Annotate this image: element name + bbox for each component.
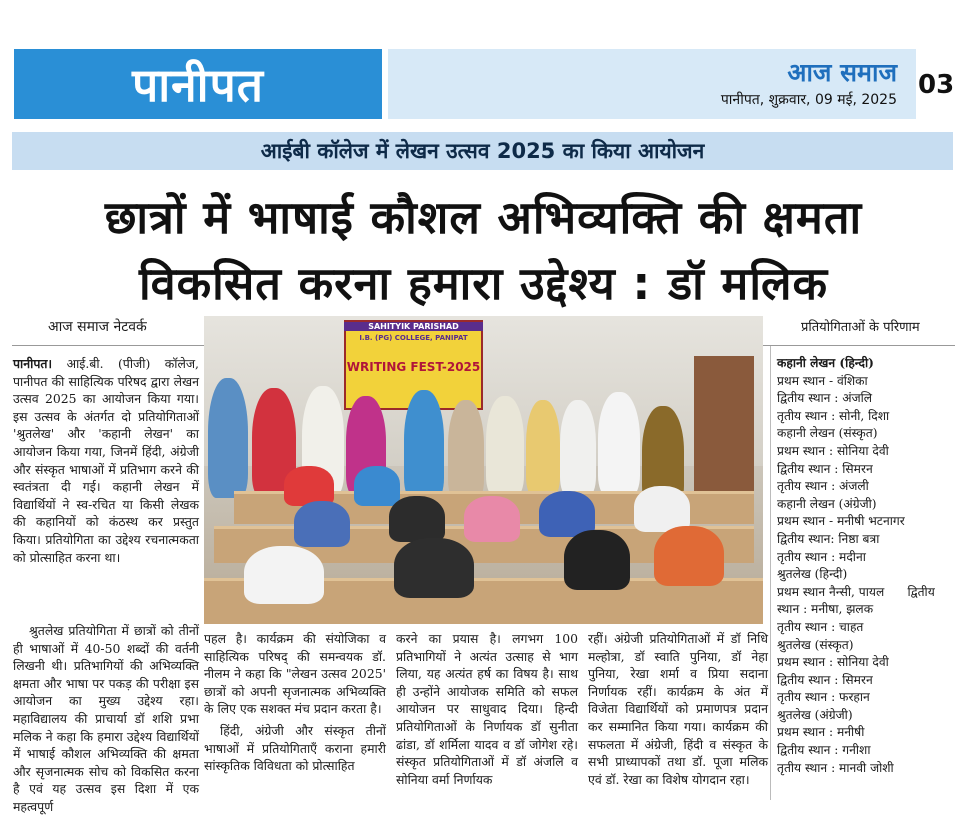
person xyxy=(448,400,484,500)
result-line: तृतीय स्थान : फरहान xyxy=(777,690,870,705)
result-line: प्रथम स्थान - वंशिका xyxy=(777,373,868,388)
result-line: कहानी लेखन (हिन्दी) xyxy=(777,356,874,370)
result-line: स्थान : मनीषा, झलक xyxy=(777,602,874,617)
result-line: श्रुतलेख (अंग्रेजी) xyxy=(777,707,853,722)
result-line: द्वितीय स्थान: निष्ठा बत्रा xyxy=(777,531,880,546)
person xyxy=(634,486,690,532)
result-line: श्रुतलेख (हिन्दी) xyxy=(777,567,848,582)
result-line: कहानी लेखन (संस्कृत) xyxy=(777,426,878,441)
result-line: प्रथम स्थान नैन्सी, पायल द्वितीय xyxy=(777,584,935,599)
issue-date: पानीपत, शुक्रवार, 09 मई, 2025 xyxy=(720,92,897,108)
result-line: प्रथम स्थान : सोनिया देवी xyxy=(777,443,889,458)
event-photo xyxy=(204,316,763,624)
photo-door xyxy=(694,356,754,506)
page-number: 03 xyxy=(918,70,955,100)
result-line: द्वितीय स्थान : अंजलि xyxy=(777,391,873,406)
result-line: तृतीय स्थान : अंजली xyxy=(777,479,869,494)
article-column-2 xyxy=(204,630,386,775)
city-name: पानीपत xyxy=(132,58,264,112)
article-column-1b xyxy=(13,622,199,816)
headline-line-2: विकसित करना हमारा उद्देश्य : डॉ मलिक xyxy=(138,257,829,310)
result-line: तृतीय स्थान : चाहत xyxy=(777,619,864,634)
headline-line-1: छात्रों में भाषाई कौशल अभिव्यक्ति की क्षमता xyxy=(104,191,863,244)
person xyxy=(394,538,474,598)
paragraph: करने का प्रयास है। लगभग 100 प्रतिभागियों ने अत्यंत उत्साह से भाग लिया, यह अत्यंत हर्ष का विषय है। साथ ही उन्होंने आयोजक समिति को सफल आयोजन पर साधुवाद दिया। हिन्दी प्रतियोगिताओं के निर्णायक डॉ सुनीता ढांडा, डॉ शर्मिला यादव व डॉ जोगेश रहे। संस्कृत प्रतियोगिताओं में डॉ अंजलि व सोनिया वर्मा निर्णायक xyxy=(396,631,578,787)
result-line: तृतीय स्थान : मानवी जोशी xyxy=(777,760,894,775)
person xyxy=(654,526,724,586)
result-line: तृतीय स्थान : मदीना xyxy=(777,549,866,564)
result-line: द्वितीय स्थान : सिमरन xyxy=(777,461,873,476)
person xyxy=(389,496,445,542)
paragraph: श्रुतलेख प्रतियोगिता में छात्रों को तीनों ही भाषाओं में 40-50 शब्दों की वर्तनी लिखनी थी। प्रतिभागियों की अभिव्यक्ति क्षमता और भाषा पर पकड़ की परीक्षा इस आयोजन का मुख्य उद्देश्य रहा। महाविद्यालय की प्राचार्या डॉ शशि प्रभा मलिक ने कहा कि हमारा उद्देश्य विद्यार्थियों में भाषाई कौशल अभिव्यक्ति की क्षमता और सृजनात्मक सोच को विकसित करना है एवं यह उत्सव इस दिशा में एक महत्वपूर्ण xyxy=(13,623,199,814)
article-column-3 xyxy=(396,630,578,788)
dateline: पानीपत। xyxy=(13,356,53,371)
results-title: प्रतियोगिताओं के परिणाम xyxy=(801,320,920,335)
results-list xyxy=(777,355,957,777)
newspaper-brand: आज समाज xyxy=(787,58,897,87)
banner-line-2: I.B. (PG) COLLEGE, PANIPAT xyxy=(359,334,468,342)
person xyxy=(598,392,640,496)
person xyxy=(486,396,524,496)
column-divider xyxy=(770,346,771,800)
result-line: कहानी लेखन (अंग्रेजी) xyxy=(777,496,877,511)
result-line: द्वितीय स्थान : गनीशा xyxy=(777,743,871,758)
byline: आज समाज नेटवर्क xyxy=(48,319,147,335)
paragraph: आई.बी. (पीजी) कॉलेज, पानीपत की साहित्यिक परिषद द्वारा लेखन उत्सव 2025 का आयोजन किया गया। इस उत्सव के अंतर्गत दो प्रतियोगिताओं 'श्रुतलेख' और 'कहानी लेखन' का आयोजन किया गया, जिनमें हिंदी, अंग्रेजी और संस्कृत भाषाओं में प्रतिभाग करने की स्वतंत्रता दी गई। कहानी लेखन में विद्यार्थियों ने स्व-रचित या किसी लेखक की कहानियों को कंठस्थ कर प्रस्तुत किया। प्रतियोगिता का उद्देश्य रचनात्मकता को प्रोत्साहित करना था। xyxy=(13,356,199,565)
person xyxy=(404,390,444,500)
result-line: तृतीय स्थान : सोनी, दिशा xyxy=(777,408,890,423)
person xyxy=(354,466,400,506)
result-line: द्वितीय स्थान : सिमरन xyxy=(777,672,873,687)
result-line: प्रथम स्थान : मनीषी xyxy=(777,725,865,740)
strap-headline: आईबी कॉलेज में लेखन उत्सव 2025 का किया आयोजन xyxy=(260,139,705,163)
paragraph: रहीं। अंग्रेजी प्रतियोगिताओं में डॉ निधि मल्होत्रा, डॉ स्वाति पुनिया, डॉ नेहा पुनिया, रेखा शर्मा व प्रिया सदाना निर्णायक रहीं। कार्यक्रम के अंत में विजेता विद्यार्थियों को प्रमाणपत्र प्रदान कर सम्मानित किया गया। कार्यक्रम की सफलता में अंग्रेजी, हिंदी व संस्कृत के सभी प्राध्यापकों तथा डॉ. पूजा मलिक एवं डॉ. रेखा का विशेष योगदान रहा। xyxy=(588,631,768,787)
banner-line-1: SAHITYIK PARISHAD xyxy=(344,322,483,331)
paragraph: हिंदी, अंग्रेजी और संस्कृत तीनों भाषाओं में प्रतियोगिताएँ कराना हमारी सांस्कृतिक विविधता को प्रोत्साहित xyxy=(204,722,386,774)
person xyxy=(244,546,324,604)
result-line: प्रथम स्थान - मनीषी भटनागर xyxy=(777,514,905,529)
person xyxy=(564,530,630,590)
person xyxy=(208,378,248,498)
paragraph: पहल है। कार्यक्रम की संयोजिका व साहित्यिक परिषद् की समन्वयक डॉ. नीलम ने कहा कि "लेखन उत्सव 2025' छात्रों को अपनी सृजनात्मक अभिव्यक्ति के लिए एक सशक्त मंच प्रदान करता है। xyxy=(204,631,386,717)
person xyxy=(560,400,596,496)
result-line: श्रुतलेख (संस्कृत) xyxy=(777,637,854,652)
person xyxy=(526,400,560,496)
result-line: प्रथम स्थान : सोनिया देवी xyxy=(777,655,889,670)
article-column-1 xyxy=(13,355,199,566)
person xyxy=(284,466,334,506)
person xyxy=(294,501,350,547)
article-column-4 xyxy=(588,630,768,788)
banner-line-3: WRITING FEST-2025 xyxy=(346,360,481,374)
person xyxy=(464,496,520,542)
